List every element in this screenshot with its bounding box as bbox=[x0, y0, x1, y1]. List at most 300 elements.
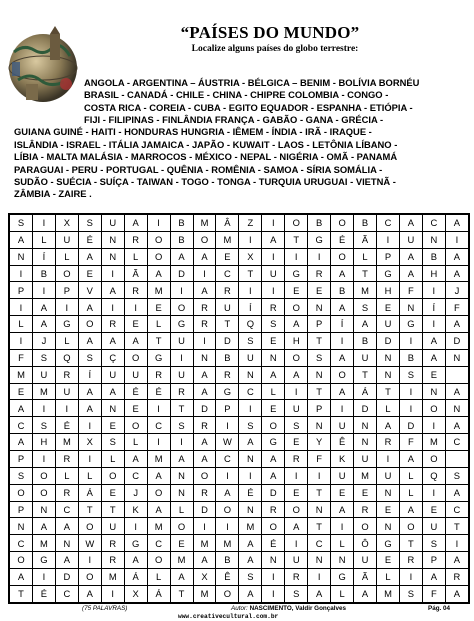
grid-cell[interactable]: P bbox=[10, 451, 33, 468]
grid-cell[interactable]: G bbox=[262, 434, 285, 451]
grid-cell[interactable]: M bbox=[193, 535, 216, 552]
grid-cell[interactable]: G bbox=[32, 552, 55, 569]
grid-cell[interactable]: U bbox=[331, 467, 354, 484]
grid-cell[interactable]: R bbox=[101, 535, 124, 552]
grid-cell[interactable]: A bbox=[193, 248, 216, 265]
grid-cell[interactable]: É bbox=[239, 484, 262, 501]
grid-cell[interactable]: O bbox=[285, 501, 308, 518]
grid-cell[interactable]: Á bbox=[147, 585, 170, 602]
grid-cell[interactable]: R bbox=[101, 552, 124, 569]
grid-cell[interactable]: U bbox=[354, 349, 377, 366]
grid-cell[interactable]: N bbox=[101, 248, 124, 265]
grid-cell[interactable]: E bbox=[377, 299, 400, 316]
grid-cell[interactable]: A bbox=[78, 383, 101, 400]
grid-cell[interactable]: J bbox=[32, 333, 55, 350]
grid-cell[interactable]: L bbox=[32, 231, 55, 248]
grid-cell[interactable]: A bbox=[354, 585, 377, 602]
grid-cell[interactable]: I bbox=[377, 451, 400, 468]
grid-cell[interactable]: R bbox=[193, 299, 216, 316]
grid-cell[interactable]: U bbox=[216, 299, 239, 316]
grid-cell[interactable]: N bbox=[308, 299, 331, 316]
grid-cell[interactable]: X bbox=[193, 569, 216, 586]
grid-cell[interactable]: L bbox=[55, 467, 78, 484]
grid-cell[interactable]: T bbox=[170, 400, 193, 417]
grid-cell[interactable]: I bbox=[285, 535, 308, 552]
grid-cell[interactable]: I bbox=[399, 383, 422, 400]
grid-cell[interactable]: N bbox=[239, 501, 262, 518]
grid-cell[interactable]: A bbox=[101, 383, 124, 400]
grid-cell[interactable]: P bbox=[216, 400, 239, 417]
grid-cell[interactable]: A bbox=[399, 248, 422, 265]
grid-cell[interactable]: G bbox=[170, 316, 193, 333]
grid-cell[interactable]: T bbox=[216, 316, 239, 333]
grid-cell[interactable]: P bbox=[377, 248, 400, 265]
grid-cell[interactable]: A bbox=[193, 552, 216, 569]
grid-cell[interactable]: U bbox=[377, 467, 400, 484]
grid-cell[interactable]: C bbox=[10, 417, 33, 434]
grid-cell[interactable]: G bbox=[216, 383, 239, 400]
grid-cell[interactable]: I bbox=[399, 569, 422, 586]
grid-cell[interactable]: N bbox=[377, 518, 400, 535]
grid-cell[interactable]: C bbox=[422, 215, 445, 232]
grid-cell[interactable]: O bbox=[32, 484, 55, 501]
grid-cell[interactable]: S bbox=[308, 349, 331, 366]
grid-cell[interactable]: I bbox=[193, 265, 216, 282]
grid-cell[interactable]: A bbox=[239, 585, 262, 602]
grid-cell[interactable]: C bbox=[445, 434, 468, 451]
grid-cell[interactable]: E bbox=[422, 501, 445, 518]
grid-cell[interactable]: A bbox=[170, 248, 193, 265]
grid-cell[interactable]: D bbox=[193, 501, 216, 518]
grid-cell[interactable]: R bbox=[377, 434, 400, 451]
grid-cell[interactable]: N bbox=[193, 349, 216, 366]
grid-cell[interactable]: I bbox=[239, 231, 262, 248]
grid-cell[interactable]: C bbox=[239, 383, 262, 400]
grid-cell[interactable]: I bbox=[170, 349, 193, 366]
grid-cell[interactable]: N bbox=[101, 400, 124, 417]
grid-cell[interactable]: R bbox=[399, 552, 422, 569]
grid-cell[interactable]: V bbox=[78, 282, 101, 299]
grid-cell[interactable]: E bbox=[262, 333, 285, 350]
grid-cell[interactable]: U bbox=[170, 366, 193, 383]
grid-cell[interactable]: E bbox=[262, 400, 285, 417]
grid-cell[interactable]: I bbox=[445, 535, 468, 552]
grid-cell[interactable]: A bbox=[399, 215, 422, 232]
grid-cell[interactable]: N bbox=[101, 231, 124, 248]
grid-cell[interactable]: G bbox=[377, 535, 400, 552]
grid-cell[interactable]: O bbox=[354, 518, 377, 535]
grid-cell[interactable]: X bbox=[239, 248, 262, 265]
grid-cell[interactable]: G bbox=[147, 349, 170, 366]
grid-cell[interactable]: D bbox=[445, 333, 468, 350]
grid-cell[interactable]: I bbox=[422, 417, 445, 434]
grid-cell[interactable]: O bbox=[147, 248, 170, 265]
grid-cell[interactable]: S bbox=[32, 417, 55, 434]
grid-cell[interactable]: E bbox=[147, 299, 170, 316]
grid-cell[interactable]: M bbox=[377, 585, 400, 602]
grid-cell[interactable]: A bbox=[445, 316, 468, 333]
grid-cell[interactable]: F bbox=[10, 349, 33, 366]
grid-cell[interactable]: M bbox=[193, 215, 216, 232]
grid-cell[interactable]: Ã bbox=[354, 569, 377, 586]
grid-cell[interactable]: Í bbox=[331, 316, 354, 333]
grid-cell[interactable]: L bbox=[124, 248, 147, 265]
grid-cell[interactable]: O bbox=[147, 231, 170, 248]
grid-cell[interactable]: L bbox=[399, 467, 422, 484]
grid-cell[interactable]: O bbox=[262, 518, 285, 535]
grid-cell[interactable]: R bbox=[262, 299, 285, 316]
grid-cell[interactable]: U bbox=[101, 518, 124, 535]
grid-cell[interactable]: Y bbox=[308, 434, 331, 451]
grid-cell[interactable]: G bbox=[377, 265, 400, 282]
grid-cell[interactable]: O bbox=[285, 349, 308, 366]
grid-cell[interactable]: Ã bbox=[354, 231, 377, 248]
grid-cell[interactable]: T bbox=[170, 585, 193, 602]
grid-cell[interactable]: Â bbox=[216, 215, 239, 232]
grid-cell[interactable]: R bbox=[124, 282, 147, 299]
grid-cell[interactable]: N bbox=[445, 400, 468, 417]
grid-cell[interactable]: P bbox=[308, 400, 331, 417]
grid-cell[interactable]: I bbox=[285, 248, 308, 265]
grid-cell[interactable]: T bbox=[10, 585, 33, 602]
grid-cell[interactable]: O bbox=[124, 417, 147, 434]
grid-cell[interactable]: I bbox=[262, 248, 285, 265]
grid-cell[interactable]: Á bbox=[124, 569, 147, 586]
grid-cell[interactable]: A bbox=[377, 417, 400, 434]
grid-cell[interactable]: Q bbox=[239, 316, 262, 333]
grid-cell[interactable]: I bbox=[147, 215, 170, 232]
grid-cell[interactable]: U bbox=[285, 552, 308, 569]
grid-cell[interactable]: A bbox=[262, 451, 285, 468]
grid-cell[interactable]: O bbox=[216, 501, 239, 518]
grid-cell[interactable]: T bbox=[308, 383, 331, 400]
grid-cell[interactable]: C bbox=[377, 215, 400, 232]
grid-cell[interactable]: F bbox=[422, 585, 445, 602]
grid-cell[interactable]: I bbox=[262, 585, 285, 602]
grid-cell[interactable]: S bbox=[239, 417, 262, 434]
grid-cell[interactable]: U bbox=[399, 231, 422, 248]
grid-cell[interactable]: A bbox=[285, 316, 308, 333]
grid-cell[interactable]: É bbox=[55, 417, 78, 434]
grid-cell[interactable]: M bbox=[170, 552, 193, 569]
grid-cell[interactable]: F bbox=[445, 299, 468, 316]
grid-cell[interactable]: A bbox=[285, 366, 308, 383]
grid-cell[interactable]: Q bbox=[55, 349, 78, 366]
grid-cell[interactable]: I bbox=[262, 569, 285, 586]
grid-cell[interactable]: O bbox=[422, 451, 445, 468]
grid-cell[interactable]: A bbox=[331, 265, 354, 282]
grid-cell[interactable]: U bbox=[55, 231, 78, 248]
grid-cell[interactable]: I bbox=[124, 518, 147, 535]
grid-cell[interactable]: L bbox=[377, 569, 400, 586]
grid-cell[interactable]: Z bbox=[239, 215, 262, 232]
grid-cell[interactable]: N bbox=[308, 552, 331, 569]
grid-cell[interactable]: E bbox=[422, 366, 445, 383]
grid-cell[interactable]: N bbox=[354, 434, 377, 451]
grid-cell[interactable]: T bbox=[308, 484, 331, 501]
grid-cell[interactable]: A bbox=[10, 569, 33, 586]
grid-cell[interactable]: O bbox=[10, 484, 33, 501]
grid-cell[interactable]: B bbox=[331, 282, 354, 299]
grid-cell[interactable]: B bbox=[422, 248, 445, 265]
grid-cell[interactable]: A bbox=[78, 299, 101, 316]
grid-cell[interactable]: I bbox=[262, 215, 285, 232]
grid-cell[interactable]: A bbox=[10, 400, 33, 417]
grid-cell[interactable]: T bbox=[78, 501, 101, 518]
grid-cell[interactable]: I bbox=[147, 400, 170, 417]
grid-cell[interactable]: U bbox=[32, 366, 55, 383]
grid-cell[interactable]: O bbox=[78, 316, 101, 333]
grid-cell[interactable]: R bbox=[55, 484, 78, 501]
grid-cell[interactable]: R bbox=[262, 501, 285, 518]
grid-cell[interactable]: L bbox=[377, 400, 400, 417]
grid-cell[interactable]: C bbox=[216, 451, 239, 468]
grid-cell[interactable]: L bbox=[124, 434, 147, 451]
grid-cell[interactable]: L bbox=[354, 248, 377, 265]
grid-cell[interactable]: N bbox=[10, 518, 33, 535]
grid-cell[interactable]: É bbox=[124, 383, 147, 400]
grid-cell[interactable]: R bbox=[193, 316, 216, 333]
grid-cell[interactable]: I bbox=[124, 299, 147, 316]
grid-cell[interactable]: S bbox=[399, 366, 422, 383]
grid-cell[interactable]: E bbox=[377, 552, 400, 569]
grid-cell[interactable]: I bbox=[55, 400, 78, 417]
grid-cell[interactable]: Í bbox=[239, 299, 262, 316]
grid-cell[interactable]: C bbox=[147, 417, 170, 434]
grid-cell[interactable]: R bbox=[216, 366, 239, 383]
grid-cell[interactable]: S bbox=[285, 585, 308, 602]
grid-cell[interactable]: K bbox=[331, 451, 354, 468]
grid-cell[interactable]: S bbox=[285, 417, 308, 434]
grid-cell[interactable]: A bbox=[78, 248, 101, 265]
grid-cell[interactable]: N bbox=[377, 484, 400, 501]
grid-cell[interactable]: N bbox=[170, 467, 193, 484]
grid-cell[interactable]: I bbox=[239, 282, 262, 299]
grid-cell[interactable]: A bbox=[331, 349, 354, 366]
grid-cell[interactable]: A bbox=[101, 282, 124, 299]
grid-cell[interactable]: H bbox=[285, 333, 308, 350]
website-link[interactable]: www.creativecultural.com.br bbox=[178, 613, 279, 620]
grid-cell[interactable]: A bbox=[399, 451, 422, 468]
grid-cell[interactable]: N bbox=[239, 366, 262, 383]
grid-cell[interactable]: N bbox=[308, 366, 331, 383]
grid-cell[interactable]: F bbox=[399, 434, 422, 451]
grid-cell[interactable]: E bbox=[101, 417, 124, 434]
grid-cell[interactable]: S bbox=[32, 349, 55, 366]
grid-cell[interactable]: B bbox=[399, 349, 422, 366]
grid-cell[interactable]: N bbox=[445, 349, 468, 366]
grid-cell[interactable]: O bbox=[331, 215, 354, 232]
grid-cell[interactable]: O bbox=[101, 467, 124, 484]
grid-cell[interactable]: S bbox=[78, 215, 101, 232]
grid-cell[interactable]: I bbox=[78, 552, 101, 569]
grid-cell[interactable]: E bbox=[285, 282, 308, 299]
grid-cell[interactable]: O bbox=[216, 585, 239, 602]
grid-cell[interactable]: S bbox=[354, 299, 377, 316]
grid-cell[interactable]: O bbox=[170, 299, 193, 316]
grid-cell[interactable]: É bbox=[331, 231, 354, 248]
grid-cell[interactable]: L bbox=[147, 569, 170, 586]
grid-cell[interactable]: I bbox=[285, 467, 308, 484]
grid-cell[interactable]: É bbox=[147, 383, 170, 400]
grid-cell[interactable]: M bbox=[354, 467, 377, 484]
grid-cell[interactable]: O bbox=[285, 215, 308, 232]
grid-cell[interactable]: M bbox=[32, 383, 55, 400]
grid-cell[interactable]: N bbox=[308, 501, 331, 518]
grid-cell[interactable]: S bbox=[422, 535, 445, 552]
grid-cell[interactable]: T bbox=[147, 333, 170, 350]
grid-cell[interactable]: T bbox=[445, 518, 468, 535]
grid-cell[interactable]: S bbox=[78, 349, 101, 366]
grid-cell[interactable]: I bbox=[399, 333, 422, 350]
grid-cell[interactable]: A bbox=[331, 501, 354, 518]
grid-cell[interactable]: N bbox=[354, 417, 377, 434]
grid-cell[interactable]: A bbox=[445, 552, 468, 569]
grid-cell[interactable]: L bbox=[170, 501, 193, 518]
grid-cell[interactable]: I bbox=[193, 518, 216, 535]
grid-cell[interactable]: O bbox=[193, 231, 216, 248]
grid-cell[interactable]: G bbox=[124, 535, 147, 552]
grid-cell[interactable]: S bbox=[170, 417, 193, 434]
grid-cell[interactable]: A bbox=[216, 484, 239, 501]
grid-cell[interactable]: R bbox=[354, 501, 377, 518]
grid-cell[interactable]: O bbox=[422, 400, 445, 417]
grid-cell[interactable]: N bbox=[262, 552, 285, 569]
grid-cell[interactable]: A bbox=[262, 231, 285, 248]
grid-cell[interactable]: O bbox=[331, 248, 354, 265]
grid-cell[interactable]: A bbox=[32, 518, 55, 535]
grid-cell[interactable]: I bbox=[147, 434, 170, 451]
grid-cell[interactable]: D bbox=[377, 333, 400, 350]
grid-cell[interactable]: M bbox=[422, 434, 445, 451]
grid-cell[interactable]: I bbox=[32, 400, 55, 417]
grid-cell[interactable]: M bbox=[101, 569, 124, 586]
grid-cell[interactable]: F bbox=[308, 451, 331, 468]
grid-cell[interactable]: C bbox=[308, 535, 331, 552]
grid-cell[interactable]: A bbox=[308, 585, 331, 602]
grid-cell[interactable]: W bbox=[78, 535, 101, 552]
grid-cell[interactable]: I bbox=[32, 569, 55, 586]
grid-cell[interactable]: M bbox=[147, 282, 170, 299]
grid-cell[interactable]: P bbox=[10, 501, 33, 518]
grid-cell[interactable]: L bbox=[331, 535, 354, 552]
grid-cell[interactable]: N bbox=[377, 366, 400, 383]
grid-cell[interactable]: E bbox=[10, 383, 33, 400]
grid-cell[interactable]: A bbox=[239, 434, 262, 451]
grid-cell[interactable]: P bbox=[10, 282, 33, 299]
grid-cell[interactable]: I bbox=[32, 451, 55, 468]
grid-cell[interactable]: B bbox=[354, 215, 377, 232]
grid-cell[interactable]: D bbox=[354, 400, 377, 417]
grid-cell[interactable]: U bbox=[422, 518, 445, 535]
grid-cell[interactable]: U bbox=[124, 366, 147, 383]
grid-cell[interactable]: A bbox=[101, 333, 124, 350]
grid-cell[interactable]: A bbox=[55, 552, 78, 569]
grid-cell[interactable]: Á bbox=[354, 383, 377, 400]
grid-cell[interactable]: Í bbox=[422, 299, 445, 316]
grid-cell[interactable]: É bbox=[262, 535, 285, 552]
grid-cell[interactable]: A bbox=[239, 552, 262, 569]
grid-cell[interactable]: I bbox=[101, 585, 124, 602]
grid-cell[interactable]: A bbox=[32, 316, 55, 333]
grid-cell[interactable]: U bbox=[377, 316, 400, 333]
grid-cell[interactable]: T bbox=[354, 366, 377, 383]
grid-cell[interactable]: A bbox=[354, 316, 377, 333]
grid-cell[interactable]: R bbox=[445, 569, 468, 586]
grid-cell[interactable]: I bbox=[308, 248, 331, 265]
grid-cell[interactable]: U bbox=[239, 349, 262, 366]
grid-cell[interactable]: A bbox=[193, 383, 216, 400]
grid-cell[interactable]: I bbox=[216, 518, 239, 535]
grid-cell[interactable]: R bbox=[193, 417, 216, 434]
grid-cell[interactable]: I bbox=[101, 265, 124, 282]
grid-cell[interactable]: N bbox=[308, 417, 331, 434]
grid-cell[interactable]: E bbox=[78, 265, 101, 282]
grid-cell[interactable]: I bbox=[170, 282, 193, 299]
grid-cell[interactable]: N bbox=[170, 484, 193, 501]
grid-cell[interactable]: X bbox=[55, 215, 78, 232]
grid-cell[interactable]: A bbox=[445, 215, 468, 232]
grid-cell[interactable]: U bbox=[262, 265, 285, 282]
grid-cell[interactable]: A bbox=[262, 467, 285, 484]
grid-cell[interactable]: O bbox=[32, 467, 55, 484]
grid-cell[interactable]: Í bbox=[78, 366, 101, 383]
grid-cell[interactable]: C bbox=[55, 585, 78, 602]
grid-cell[interactable]: E bbox=[124, 316, 147, 333]
grid-cell[interactable]: I bbox=[239, 400, 262, 417]
grid-cell[interactable]: I bbox=[216, 417, 239, 434]
grid-cell[interactable]: I bbox=[331, 333, 354, 350]
grid-cell[interactable]: U bbox=[101, 215, 124, 232]
grid-cell[interactable]: E bbox=[285, 484, 308, 501]
grid-cell[interactable]: D bbox=[170, 265, 193, 282]
grid-cell[interactable]: U bbox=[170, 333, 193, 350]
grid-cell[interactable]: G bbox=[331, 569, 354, 586]
grid-cell[interactable]: A bbox=[331, 383, 354, 400]
grid-cell[interactable]: B bbox=[308, 215, 331, 232]
grid-cell[interactable]: P bbox=[308, 316, 331, 333]
grid-cell[interactable]: I bbox=[422, 282, 445, 299]
grid-cell[interactable]: R bbox=[308, 265, 331, 282]
grid-cell[interactable]: C bbox=[445, 501, 468, 518]
grid-cell[interactable]: L bbox=[331, 585, 354, 602]
grid-cell[interactable]: U bbox=[354, 451, 377, 468]
grid-cell[interactable]: O bbox=[55, 265, 78, 282]
grid-cell[interactable]: U bbox=[285, 400, 308, 417]
grid-cell[interactable]: A bbox=[124, 552, 147, 569]
grid-cell[interactable]: R bbox=[101, 316, 124, 333]
grid-cell[interactable]: M bbox=[32, 535, 55, 552]
grid-cell[interactable]: I bbox=[331, 518, 354, 535]
grid-cell[interactable]: R bbox=[285, 451, 308, 468]
grid-cell[interactable]: I bbox=[78, 417, 101, 434]
grid-cell[interactable]: R bbox=[193, 484, 216, 501]
grid-cell[interactable]: N bbox=[331, 552, 354, 569]
grid-cell[interactable]: B bbox=[354, 333, 377, 350]
grid-cell[interactable]: N bbox=[422, 231, 445, 248]
grid-cell[interactable]: K bbox=[124, 501, 147, 518]
grid-cell[interactable]: E bbox=[170, 535, 193, 552]
grid-cell[interactable]: A bbox=[10, 434, 33, 451]
grid-cell[interactable]: I bbox=[32, 282, 55, 299]
grid-cell[interactable]: A bbox=[193, 451, 216, 468]
grid-cell[interactable]: S bbox=[445, 467, 468, 484]
grid-cell[interactable]: A bbox=[193, 282, 216, 299]
grid-cell[interactable]: T bbox=[239, 265, 262, 282]
grid-cell[interactable]: I bbox=[10, 299, 33, 316]
grid-cell[interactable]: O bbox=[262, 417, 285, 434]
grid-cell[interactable]: M bbox=[193, 585, 216, 602]
